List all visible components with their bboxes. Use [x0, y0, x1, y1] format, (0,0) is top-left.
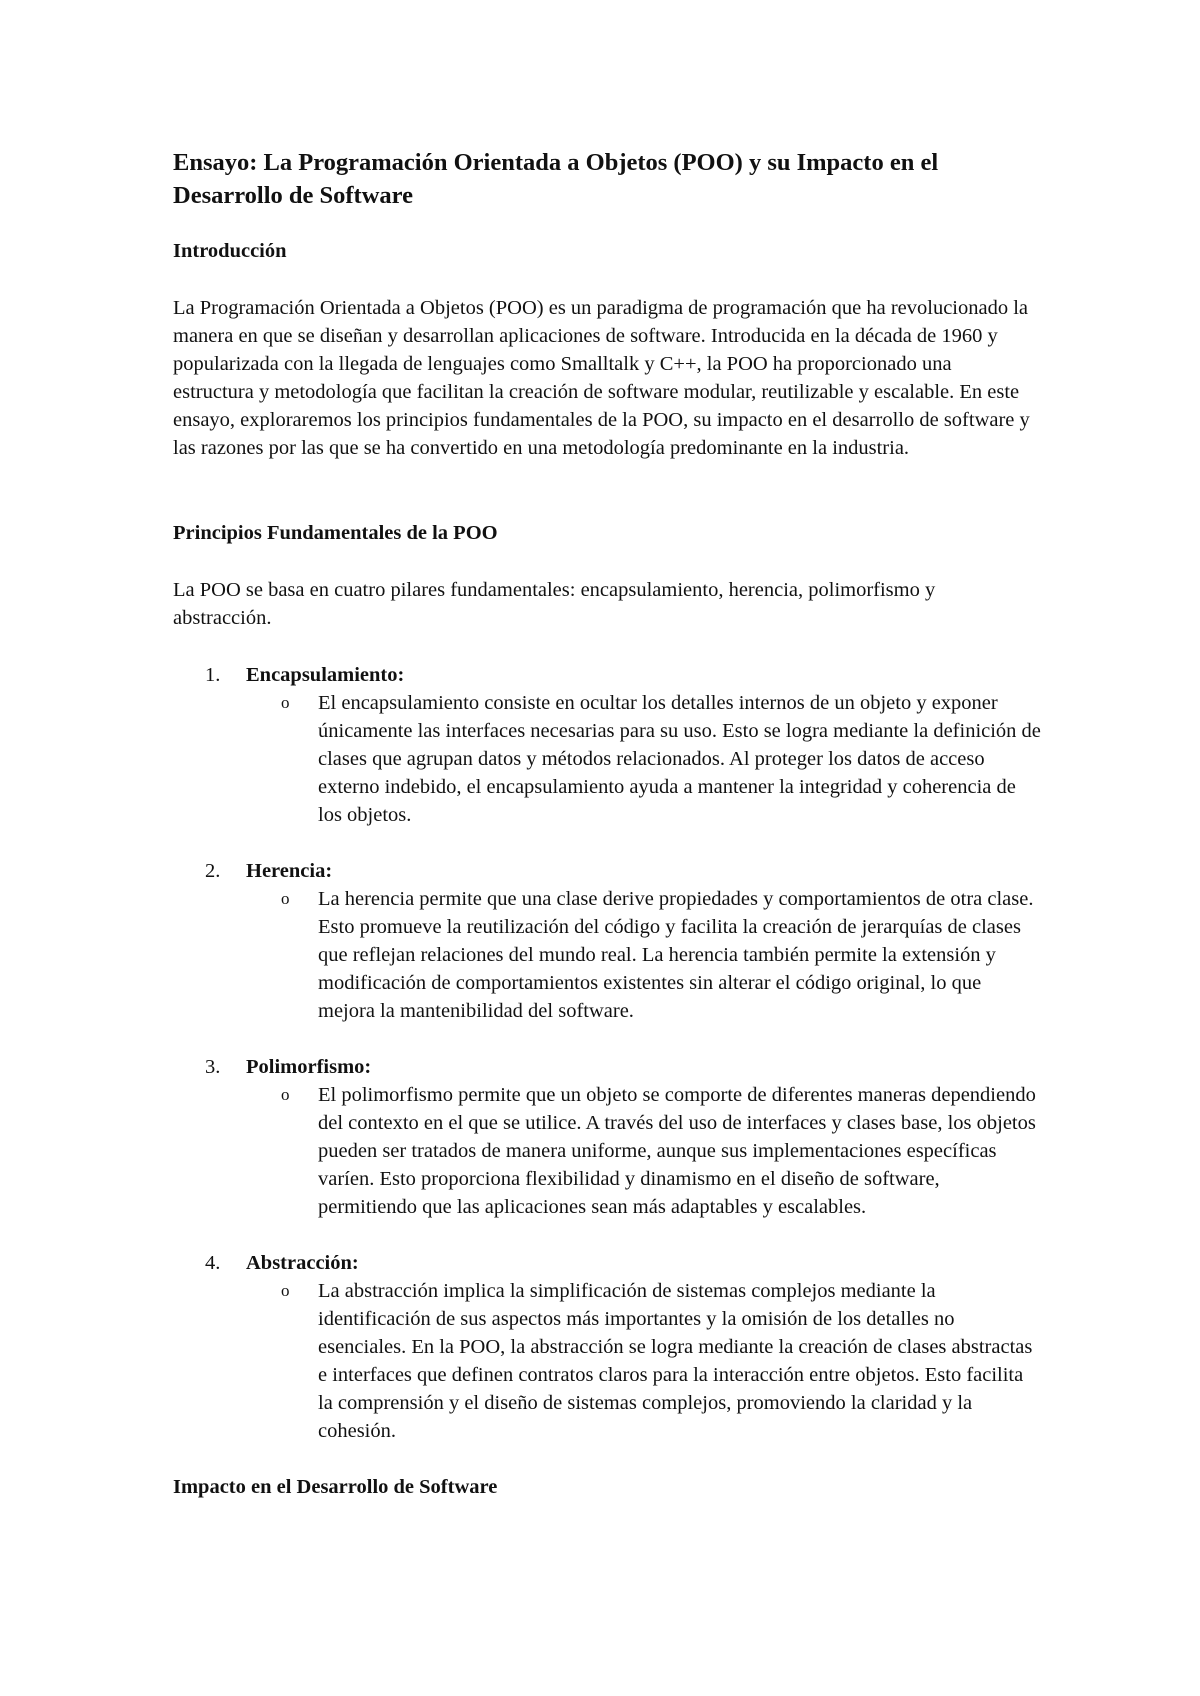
list-item-title: Abstracción:	[246, 1252, 359, 1274]
list-item-text: La herencia permite que una clase derive propiedades y comportamientos de otra clase. Esto promueve la reutilización del código y facilita la creación de jerarquías de clases que reflejan relaciones del mundo real. La herencia también permite la extensión y modificación de comportamientos existentes sin alterar el código original, lo que mejora la mantenibilidad del software.	[318, 888, 1034, 1022]
list-item-number: 2.	[205, 860, 221, 882]
list-item-title: Polimorfismo:	[246, 1056, 372, 1078]
hollow-bullet-icon: o	[281, 1085, 290, 1104]
document-title: Ensayo: La Programación Orientada a Objetos (POO) y su Impacto en el Desarrollo de Software	[173, 149, 939, 209]
list-item-number: 4.	[205, 1252, 221, 1274]
list-item-title: Herencia:	[246, 860, 333, 882]
list-item-text: La abstracción implica la simplificación de sistemas complejos mediante la identificación de sus aspectos más importantes y la omisión de los detalles no esenciales. En la POO, la abstracción se logra mediante la creación de clases abstractas e interfaces que definen contratos claros para la interacción entre objetos. Esto facilita la comprensión y el diseño de sistemas complejos, promoviendo la claridad y la cohesión.	[318, 1280, 1033, 1442]
hollow-bullet-icon: o	[281, 1281, 290, 1300]
list-item-text: El encapsulamiento consiste en ocultar los detalles internos de un objeto y exponer únicamente las interfaces necesarias para su uso. Esto se logra mediante la definición de clases que agrupan datos y métodos relacionados. Al proteger los datos de acceso externo indebido, el encapsulamiento ayuda a mantener la integridad y coherencia de los objetos.	[318, 692, 1041, 826]
heading-impacto: Impacto en el Desarrollo de Software	[173, 1476, 498, 1498]
hollow-bullet-icon: o	[281, 889, 290, 908]
hollow-bullet-icon: o	[281, 693, 290, 712]
intro-paragraph: La Programación Orientada a Objetos (POO) es un paradigma de programación que ha revolucionado la manera en que se diseñan y desarrollan aplicaciones de software. Introducida en la década de 1960 y popularizada con la llegada de lenguajes como Smalltalk y C++, la POO ha proporcionado una estructura y metodología que facilitan la creación de software modular, reutilizable y escalable. En este ensayo, exploraremos los principios fundamentales de la POO, su impacto en el desarrollo de software y las razones por las que se ha convertido en una metodología predominante en la industria.	[173, 297, 1030, 459]
list-item-text: El polimorfismo permite que un objeto se comporte de diferentes maneras dependiendo del contexto en el que se utilice. A través del uso de interfaces y clases base, los objetos pueden ser tratados de manera uniforme, aunque sus implementaciones específicas varíen. Esto proporciona flexibilidad y dinamismo en el diseño de software, permitiendo que las aplicaciones sean más adaptables y escalables.	[318, 1084, 1036, 1218]
list-item-title: Encapsulamiento:	[246, 664, 405, 686]
heading-principios: Principios Fundamentales de la POO	[173, 522, 498, 544]
list-item-number: 3.	[205, 1056, 221, 1078]
heading-introduccion: Introducción	[173, 240, 287, 262]
list-item-number: 1.	[205, 664, 221, 686]
principios-intro-paragraph: La POO se basa en cuatro pilares fundamentales: encapsulamiento, herencia, polimorfismo y abstracción.	[173, 579, 936, 629]
